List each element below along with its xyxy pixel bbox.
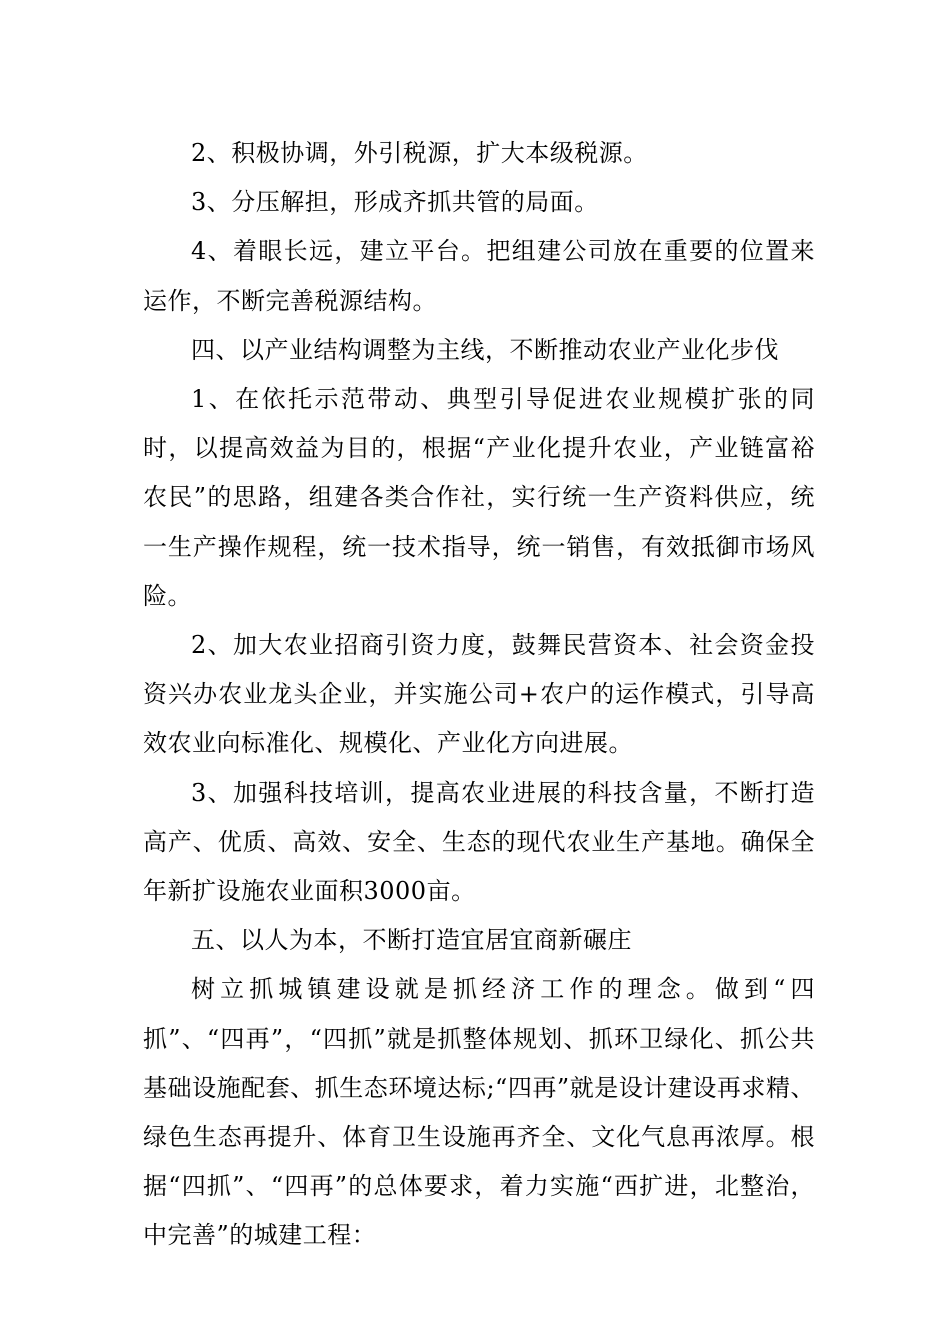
section-heading-5: 五、以人为本，不断打造宜居宜商新碾庄	[191, 926, 632, 955]
document-body	[143, 129, 815, 1261]
paragraph-item-2: 2、积极协调，外引税源，扩大本级税源。	[191, 139, 648, 167]
paragraph-item-2b: 2、加大农业招商引资力度，鼓舞民营资本、社会资金投资兴办农业龙头企业，并实施公司+农户的运作模式，引导高效农业向标准化、规模化、产业化方向进展。	[143, 631, 815, 758]
paragraph-body: 树立抓城镇建设就是抓经济工作的理念。做到“四抓”、“四再”，“四抓”就是抓整体规划、抓环卫绿化、抓公共基础设施配套、抓生态环境达标;“四再”就是设计建设再求精、绿色生态再提升、体育卫生设施再齐全、文化气息再浓厚。根据“四抓”、“四再”的总体要求，着力实施“西扩进，北整治，中完善”的城建工程：	[143, 975, 815, 1250]
paragraph-item-3: 3、分压解担，形成齐抓共管的局面。	[191, 188, 599, 217]
section-heading-4: 四、以产业结构调整为主线，不断推动农业产业化步伐	[191, 335, 779, 364]
paragraph-item-1: 1、在依托示范带动、典型引导促进农业规模扩张的同时，以提高效益为目的，根据“产业化提升农业，产业链富裕农民”的思路，组建各类合作社，实行统一生产资料供应，统一生产操作规程，统一技术指导，统一销售，有效抵御市场风险。	[143, 385, 815, 610]
paragraph-item-4: 4、着眼长远，建立平台。把组建公司放在重要的位置来运作，不断完善税源结构。	[143, 237, 815, 315]
paragraph-item-3b: 3、加强科技培训，提高农业进展的科技含量，不断打造高产、优质、高效、安全、生态的现代农业生产基地。确保全年新扩设施农业面积3000亩。	[143, 778, 815, 906]
